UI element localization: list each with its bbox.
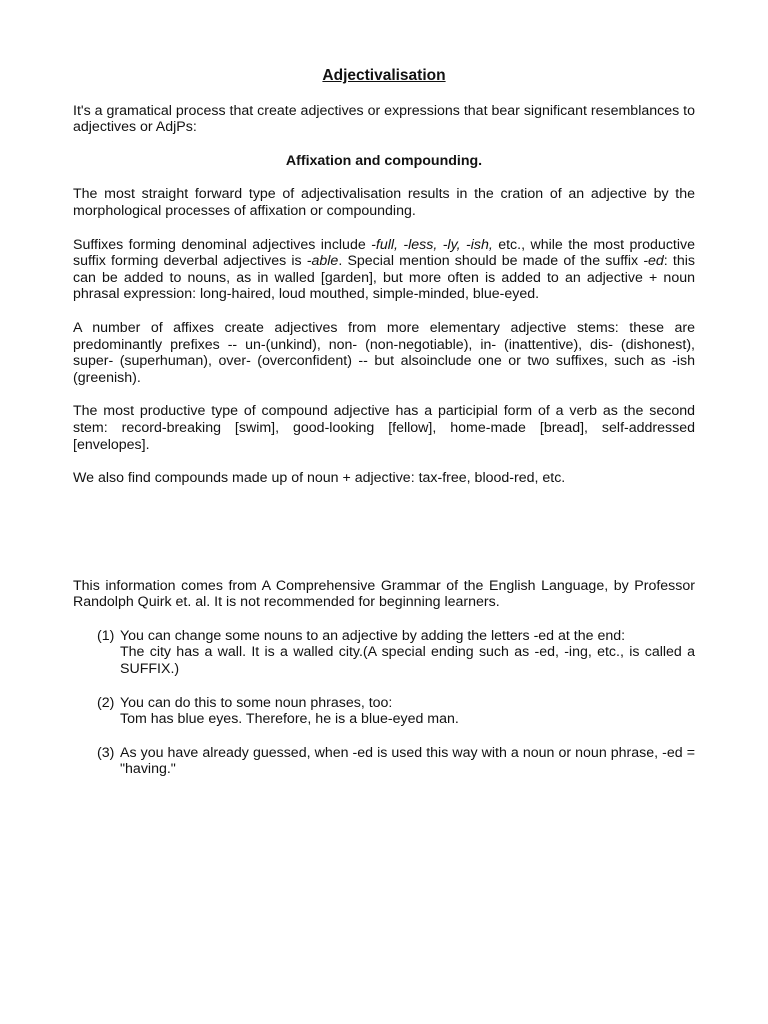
source-note: This information comes from A Comprehensive Grammar of the English Language, by Professor Randolph Quirk et. al. It is not recommended for beginning learners. xyxy=(73,577,695,611)
paragraph-noun-adjective: We also find compounds made up of noun + adjective: tax-free, blood-red, etc. xyxy=(73,470,566,487)
document-title: Adjectivalisation xyxy=(322,67,446,84)
list-item xyxy=(97,695,695,728)
suffixes-italic-3: -ed xyxy=(643,253,664,270)
list-item xyxy=(97,628,695,678)
paragraph-compound-adjective: The most productive type of compound adjective has a participial form of a verb as the second stem: record-breaking [swim], good-looking [fellow], home-made [bread], self-addressed [envelopes]. xyxy=(73,403,695,453)
list-item-line: The city has a wall. It is a walled city.(A special ending such as -ed, -ing, etc., is called a SUFFIX.) xyxy=(120,644,695,678)
suffixes-italic-2: -able xyxy=(306,253,339,270)
paragraph-suffixes xyxy=(73,237,695,303)
numbered-list xyxy=(73,628,695,778)
list-item-line: As you have already guessed, when -ed is used this way with a noun or noun phrase, -ed = "having." xyxy=(120,744,695,778)
list-item-line: You can do this to some noun phrases, too: xyxy=(120,694,393,711)
suffixes-text-2: etc., while the most productive suffix forming deverbal adjectives is xyxy=(73,236,695,270)
suffixes-text-3: . Special mention should be made of the suffix xyxy=(338,253,644,270)
document-page xyxy=(73,68,695,795)
list-item-line: You can change some nouns to an adjective by adding the letters -ed at the end: xyxy=(120,627,626,644)
blank-space xyxy=(73,504,695,578)
list-item-number: (2) xyxy=(97,694,115,711)
suffixes-text-1: Suffixes forming denominal adjectives include xyxy=(73,236,372,253)
paragraph-prefixes: A number of affixes create adjectives from more elementary adjective stems: these are predominantly prefixes -- un-(unkind), non- (non-negotiable), in- (inattentive), dis- (dishonest), super- (superhuman), over- (overconfident) -- but alsoinclude one or two suffixes, such as -ish (greenish). xyxy=(73,319,695,386)
list-item-line: Tom has blue eyes. Therefore, he is a blue-eyed man. xyxy=(120,711,459,728)
suffixes-italic-1: -full, -less, -ly, -ish, xyxy=(371,236,493,253)
list-item-number: (3) xyxy=(97,744,115,761)
list-item xyxy=(97,745,695,778)
intro-paragraph: It's a gramatical process that create adjectives or expressions that bear significant resemblances to adjectives or AdjPs: xyxy=(73,102,695,136)
section-heading: Affixation and compounding. xyxy=(285,152,483,169)
paragraph-affixation: The most straight forward type of adjectivalisation results in the cration of an adjective by the morphological processes of affixation or compounding. xyxy=(73,186,695,219)
list-item-number: (1) xyxy=(97,627,115,644)
suffixes-text-4: : this can be added to nouns, as in walled [garden], but more often is added to an adjective + noun phrasal expression: long-haired, loud mouthed, simple-minded, blue-eyed. xyxy=(73,253,695,303)
